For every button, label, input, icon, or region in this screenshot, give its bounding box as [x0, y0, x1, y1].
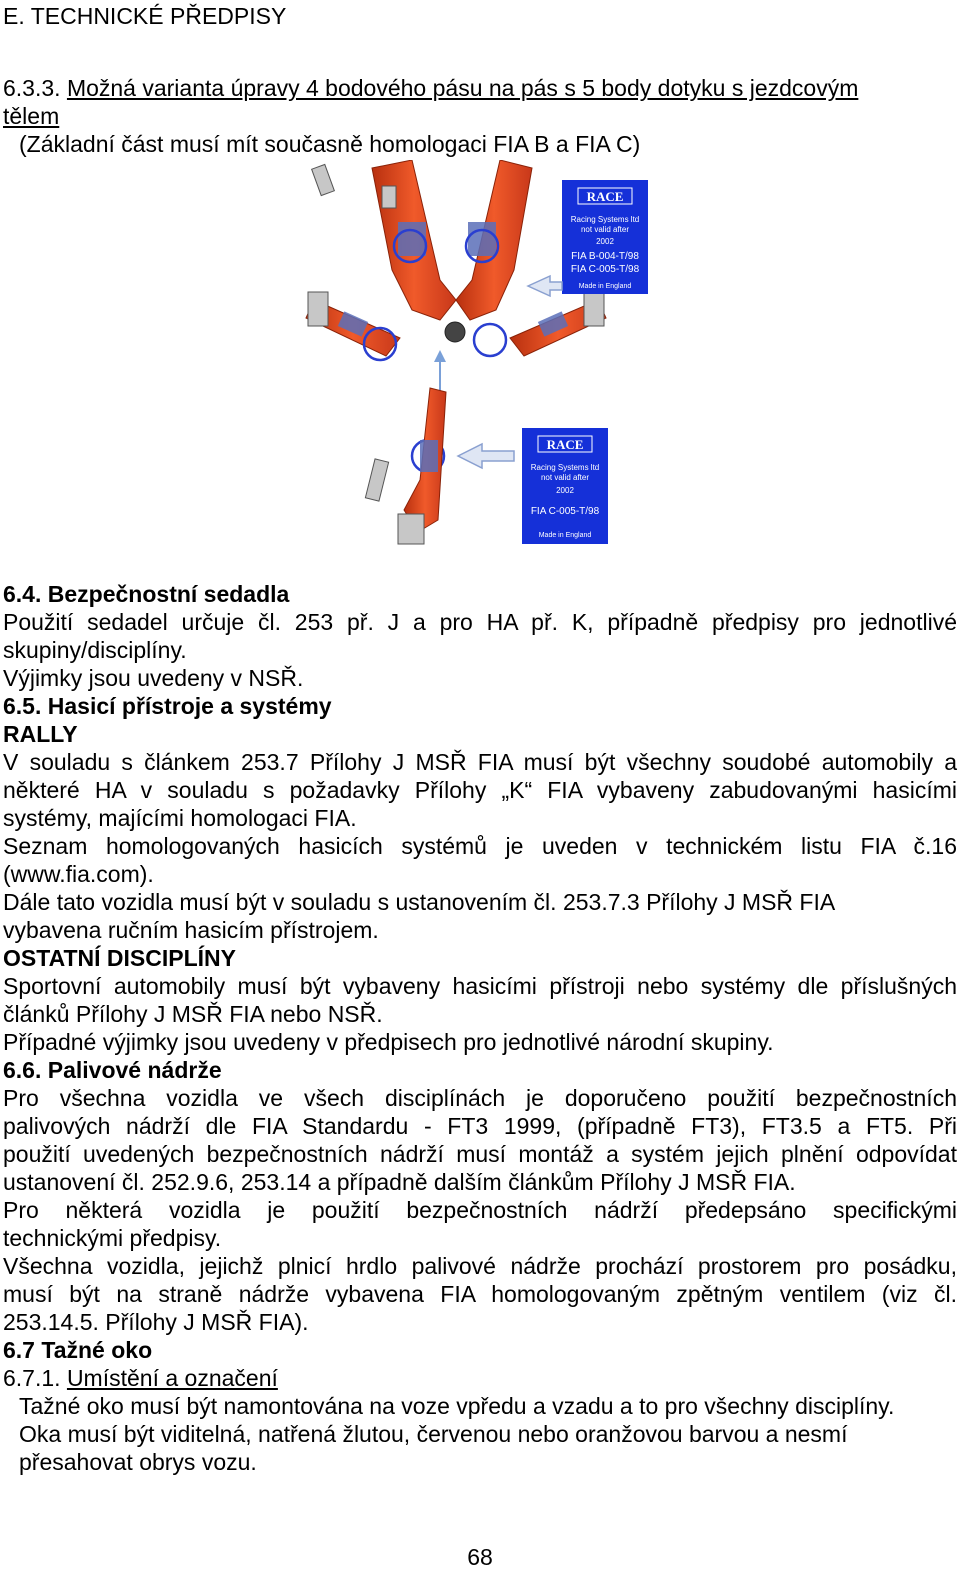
- section-64-p2: Výjimky jsou uvedeny v NSŘ.: [3, 665, 304, 691]
- label-top-line3: 2002: [596, 237, 614, 246]
- label-top-line4: FIA B-004-T/98: [571, 251, 639, 262]
- section-66-title: Palivové nádrže: [47, 1057, 222, 1083]
- section-65-number: 6.5.: [3, 693, 42, 719]
- section-67-p1-line1: Tažné oko musí být namontována na voze vpředu a vzadu a to pro všechny disciplíny.: [19, 1393, 895, 1419]
- section-66-p2-line1: Pro některá vozidla je použití bezpečnostních nádrží předepsáno specifickými: [3, 1197, 957, 1223]
- section-633-number: 6.3.3.: [3, 75, 61, 101]
- label-bottom-line5: Made in England: [538, 532, 592, 539]
- section-671-number: 6.7.1.: [3, 1365, 61, 1391]
- section-65-other-heading: OSTATNÍ DISCIPLÍNY: [3, 945, 236, 971]
- section-66-p3-line3: 253.14.5. Přílohy J MSŘ FIA).: [3, 1309, 309, 1335]
- label-top-brand: RACE: [586, 189, 624, 204]
- section-65-p4-line1: Sportovní automobily musí být vybaveny hasicími přístroji nebo systémy dle příslušných: [3, 973, 957, 999]
- section-671-title: [3, 1364, 278, 1392]
- label-top-line2: not valid after: [580, 225, 630, 234]
- homologation-label-bottom: [522, 428, 608, 544]
- label-top-line6: Made in England: [578, 283, 632, 290]
- label-top-line1: Racing Systems ltd: [570, 215, 640, 224]
- section-64-title: Bezpečnostní sedadla: [47, 581, 290, 607]
- section-633-subtitle: (Základní část musí mít současně homologaci FIA B a FIA C): [19, 131, 641, 157]
- section-67-p1-line2: Oka musí být viditelná, natřená žlutou, červenou nebo oranžovou barvou a nesmí: [19, 1421, 848, 1447]
- section-66-p1-line2: palivových nádrží dle FIA Standardu - FT3 1999, (případně FT3), FT3.5 a FT5. Při: [3, 1113, 957, 1139]
- section-66-p1-line4: ustanovení čl. 252.9.6, 253.14 a případně dalším článkům Přílohy J MSŘ FIA.: [3, 1169, 796, 1195]
- section-66-p1-line3: použití uvedených bezpečnostních nádrží musí montáž a systém jejich plnění odpovídat: [3, 1141, 957, 1167]
- arrow-top-icon: [528, 276, 562, 296]
- section-67-heading: 6.7 Tažné oko: [3, 1337, 153, 1363]
- section-66-p1-line1: Pro všechna vozidla ve všech disciplínách je doporučeno použití bezpečnostních: [3, 1085, 957, 1111]
- section-65-p2-line2: (www.fia.com).: [3, 861, 154, 887]
- label-bottom-line1: Racing Systems ltd: [530, 463, 600, 472]
- homologation-label-top: [562, 180, 648, 294]
- label-bottom-brand: RACE: [546, 437, 584, 452]
- section-633-title-line1: [3, 74, 858, 102]
- section-64-heading: [3, 580, 289, 608]
- section-65-heading: [3, 692, 332, 720]
- label-bottom-line3: 2002: [556, 486, 574, 495]
- section-65-p4-line2: článků Přílohy J MSŘ FIA nebo NSŘ.: [3, 1001, 383, 1027]
- label-top-line5: FIA C-005-T/98: [570, 264, 640, 275]
- section-64-number: 6.4.: [3, 581, 42, 607]
- section-66-p3-line1: Všechna vozidla, jejichž plnicí hrdlo palivové nádrže prochází prostorem pro posádku,: [3, 1253, 957, 1279]
- label-bottom-line4: FIA C-005-T/98: [530, 506, 600, 517]
- crotch-strap: [365, 388, 446, 544]
- harness-figure: [300, 160, 660, 555]
- page-number: 68: [467, 1544, 493, 1570]
- section-633-title: Možná varianta úpravy 4 bodového pásu na pás s 5 body dotyku s jezdcovým: [66, 75, 859, 101]
- section-65-title: Hasicí přístroje a systémy: [47, 693, 332, 719]
- section-65-p1-line1: V souladu s článkem 253.7 Přílohy J MSŘ FIA musí být všechny soudobé automobily a: [3, 749, 957, 775]
- page-header: E. TECHNICKÉ PŘEDPISY: [3, 3, 287, 29]
- section-66-p2-line2: technickými předpisy.: [3, 1225, 222, 1251]
- section-64-p1-line1: Použití sedadel určuje čl. 253 př. J a pro HA př. K, případně předpisy pro jednotlivé: [3, 609, 957, 635]
- section-67-p1-line3: přesahovat obrys vozu.: [19, 1449, 257, 1475]
- section-65-p3-line2: vybavena ručním hasicím přístrojem.: [3, 917, 379, 943]
- section-66-number: 6.6.: [3, 1057, 42, 1083]
- label-bottom-line2: not valid after: [540, 473, 590, 482]
- section-66-heading: [3, 1056, 222, 1084]
- section-65-p2-line1: Seznam homologovaných hasicích systémů je uveden v technickém listu FIA č.16: [3, 833, 957, 859]
- section-65-rally: RALLY: [3, 721, 78, 747]
- section-65-p1-line3: systémy, majícími homologaci FIA.: [3, 805, 357, 831]
- section-64-p1-line2: skupiny/disciplíny.: [3, 637, 187, 663]
- section-66-p3-line2: musí být na straně nádrže vybavena FIA homologovaným zpětným ventilem (viz čl.: [3, 1281, 957, 1307]
- section-65-p3-line1: Dále tato vozidla musí být v souladu s ustanovením čl. 253.7.3 Přílohy J MSŘ FIA: [3, 889, 836, 915]
- section-633-title-line2: tělem: [3, 103, 60, 129]
- section-671-subtitle: Umístění a označení: [66, 1365, 278, 1391]
- arrow-bottom-icon: [458, 444, 514, 468]
- section-65-p1-line2: některé HA v souladu s požadavky Přílohy „K“ FIA vybaveny zabudovanými hasicími: [3, 777, 957, 803]
- section-65-p5: Případné výjimky jsou uvedeny v předpisech pro jednotlivé národní skupiny.: [3, 1029, 774, 1055]
